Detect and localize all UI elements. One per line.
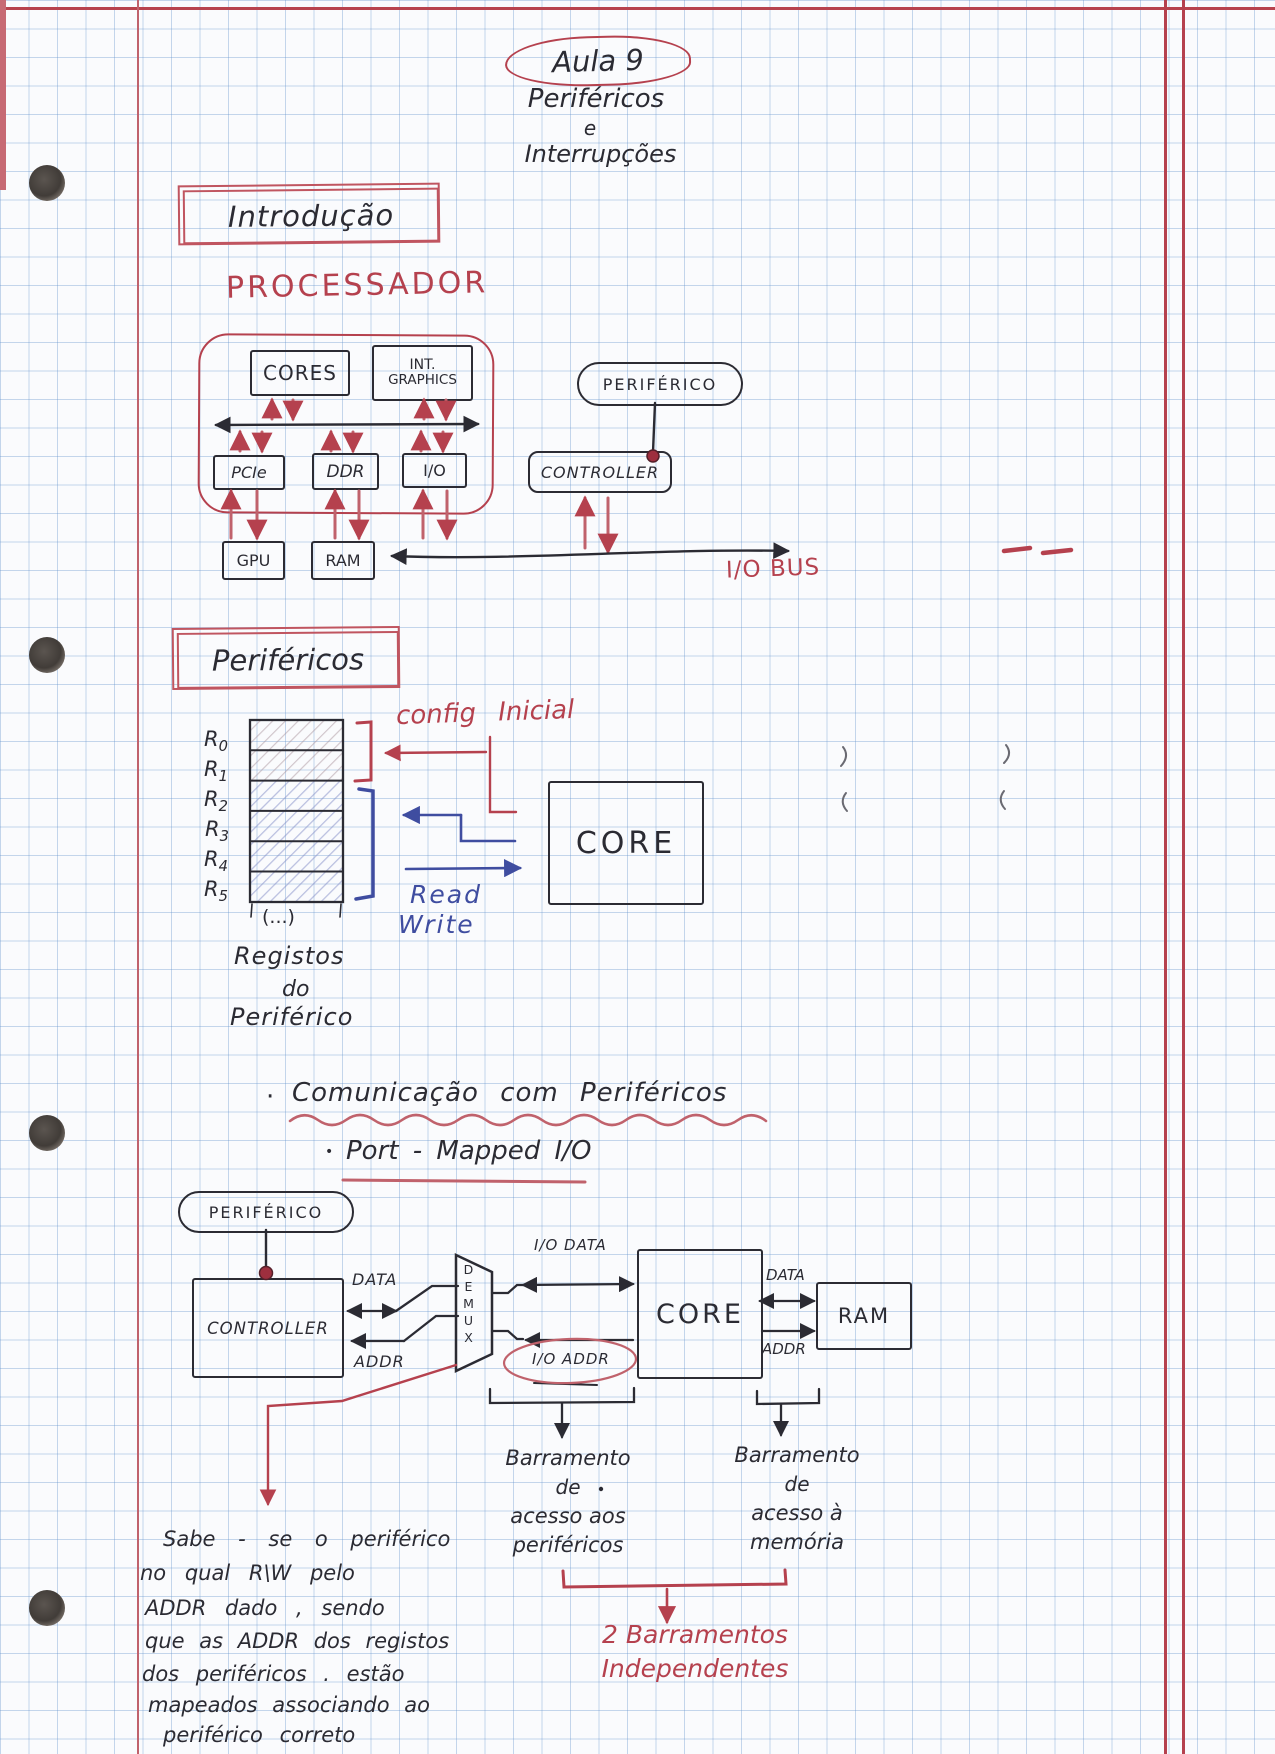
register-label: $R_5$ xyxy=(204,877,228,906)
config-bracket xyxy=(355,722,371,781)
right-margin-line-1 xyxy=(1164,0,1167,1754)
cores-label: CORES xyxy=(263,361,337,385)
scan-red-dashes xyxy=(1004,548,1071,553)
register-label: $R_2$ xyxy=(204,787,228,816)
independent-buses-note: 2 Barramentos Independentes xyxy=(601,1620,789,1683)
controller-label-top: CONTROLLER xyxy=(540,462,660,482)
lesson-badge-text: Aula 9 xyxy=(551,42,645,80)
port-mapped-underline xyxy=(343,1180,585,1182)
registers-caption-line-2: do xyxy=(282,977,310,1002)
io-data-arrow xyxy=(523,1284,633,1285)
ram-box xyxy=(311,541,375,580)
page-subtitle-line-3: Interrupções xyxy=(524,140,677,168)
register-stack xyxy=(250,720,343,902)
lesson-badge-oval xyxy=(504,34,691,89)
right-margin-line-2 xyxy=(1182,0,1185,1754)
bracket-memoria xyxy=(757,1389,819,1404)
io-addr-underline xyxy=(534,1383,597,1385)
io-addr-label: I/O ADDR xyxy=(532,1350,610,1368)
stray-pen-marks xyxy=(841,745,1009,811)
notes-line: que as ADDR dos registos xyxy=(145,1629,450,1653)
read-route xyxy=(461,815,515,841)
io-data-label: I/O DATA xyxy=(534,1236,607,1254)
rw-bracket xyxy=(356,789,373,899)
controller-label-bottom: CONTROLLER xyxy=(207,1318,329,1338)
periferico-pill-top xyxy=(577,362,743,406)
demux-label: DEMUX xyxy=(461,1262,476,1347)
periferico-pill-bottom xyxy=(178,1191,354,1233)
write-arrow xyxy=(406,868,520,869)
punch-hole-2 xyxy=(29,637,65,673)
int-graphics-label-2: GRAPHICS xyxy=(388,372,457,389)
config-arrow xyxy=(386,752,486,753)
intro-heading-box xyxy=(178,183,441,246)
ram-box-bottom xyxy=(816,1282,912,1350)
punch-hole-4 xyxy=(29,1590,65,1626)
register-label: $R_0$ xyxy=(204,727,228,756)
notes-line: dos periféricos . estão xyxy=(142,1662,405,1686)
registers-caption-line-1: Registos xyxy=(234,942,345,970)
ram-label: RAM xyxy=(325,551,361,570)
controller-box-bottom xyxy=(192,1278,344,1378)
write-label: Write xyxy=(398,910,475,939)
punch-hole-3 xyxy=(29,1115,65,1151)
gpu-box xyxy=(222,541,285,580)
ram-label-bottom: RAM xyxy=(837,1304,891,1328)
notes-line: Sabe - se o periférico xyxy=(163,1527,451,1551)
bus-perifericos-caption: Barramento de acesso aos periféricos xyxy=(505,1446,631,1557)
io-bus-label: I/O BUS xyxy=(725,554,821,584)
bus-memoria-caption: Barramento de acesso à memória xyxy=(734,1443,860,1554)
periferico-label-top: PERIFÉRICO xyxy=(602,374,718,394)
notes-line: ADDR dado , sendo xyxy=(145,1596,385,1620)
registers-caption-line-3: Periférico xyxy=(230,1003,354,1031)
int-graphics-label-1: INT. xyxy=(409,357,436,374)
data-bus-label: DATA xyxy=(352,1270,398,1289)
core-box-bottom xyxy=(637,1249,763,1379)
io-box xyxy=(402,453,467,488)
core-label-bottom: CORE xyxy=(656,1298,744,1330)
top-margin-line xyxy=(0,7,1275,10)
page-subtitle-line-1: Periféricos xyxy=(527,84,665,114)
register-label: $R_4$ xyxy=(204,847,228,876)
perifericos-heading-box xyxy=(172,626,401,690)
io-bus-arrow xyxy=(392,551,788,558)
read-label: Read xyxy=(410,880,482,909)
notes-line: mapeados associando ao xyxy=(148,1693,430,1717)
register-label: $R_1$ xyxy=(204,757,228,786)
port-mapped-title: Port - Mapped I/O xyxy=(346,1136,592,1166)
addr-bus-label: ADDR xyxy=(354,1352,405,1371)
addr-red-route xyxy=(268,1365,456,1504)
periferico-label-bottom: PERIFÉRICO xyxy=(208,1202,324,1222)
ddr-box xyxy=(312,453,379,490)
config-inicial-label: config Inicial xyxy=(395,694,575,732)
intro-heading-text: Introdução xyxy=(227,198,395,234)
notes-line: periférico correto xyxy=(163,1723,356,1747)
processor-title: PROCESSADOR xyxy=(225,265,489,306)
int-graphics-box xyxy=(372,345,473,401)
page-subtitle-line-2: e xyxy=(583,116,597,140)
bracket-perifericos xyxy=(490,1388,634,1403)
bullet-icon: • xyxy=(325,1144,334,1160)
cores-box xyxy=(250,350,350,396)
left-edge-strip xyxy=(0,0,6,190)
controller-box-top xyxy=(528,451,672,493)
pcie-label: PCIe xyxy=(231,463,267,482)
perifericos-heading-text: Periféricos xyxy=(211,642,365,678)
periferico-connector xyxy=(653,403,655,452)
ram-addr-label: ADDR xyxy=(762,1340,806,1358)
core-box xyxy=(548,781,704,905)
notes-line: no qual R\W pelo xyxy=(140,1561,355,1585)
register-label: $R_3$ xyxy=(205,817,229,846)
red-join-bracket xyxy=(563,1570,786,1587)
left-margin-line xyxy=(137,0,139,1754)
punch-hole-1 xyxy=(29,165,65,201)
ram-data-label: DATA xyxy=(766,1266,805,1284)
comunicacao-wavy-underline xyxy=(290,1115,766,1125)
core-label: CORE xyxy=(575,825,677,861)
gpu-label: GPU xyxy=(236,551,271,570)
pcie-box xyxy=(213,455,285,490)
comunicacao-title: Comunicação com Periféricos xyxy=(292,1078,728,1108)
registers-ellipsis: (...) xyxy=(262,906,295,928)
config-route xyxy=(490,737,516,812)
bullet-icon: · xyxy=(266,1082,275,1112)
io-label: I/O xyxy=(423,461,446,480)
ddr-label: DDR xyxy=(326,461,365,482)
